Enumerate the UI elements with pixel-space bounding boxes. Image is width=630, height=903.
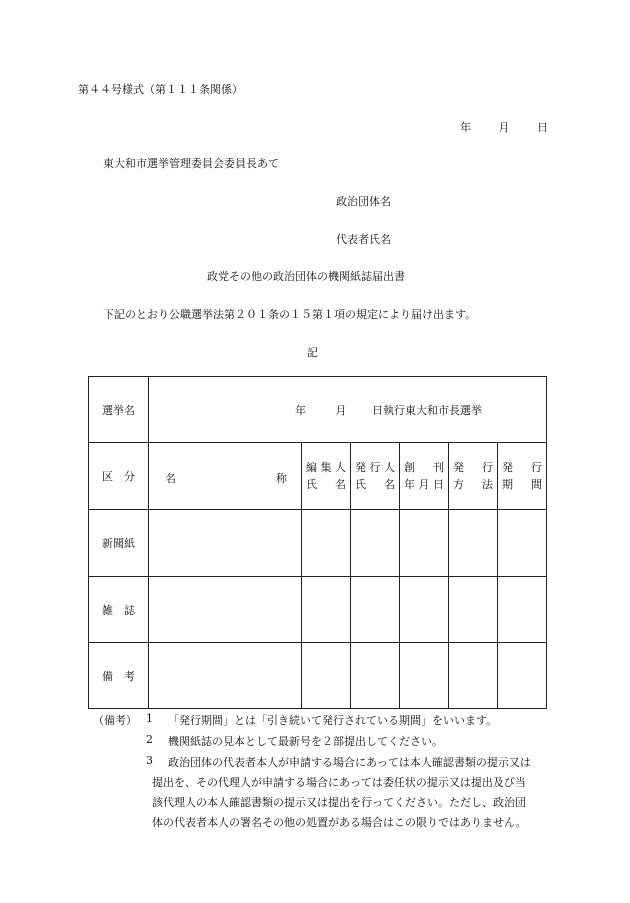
- newspaper-label: 新聞紙: [89, 510, 149, 577]
- addressee: 東大和市選挙管理委員会委員長あて: [103, 157, 279, 170]
- election-value: [149, 377, 547, 443]
- magazine-editor-cell[interactable]: [302, 577, 351, 643]
- magazine-label: 雑 誌: [89, 577, 149, 643]
- election-year: 年: [295, 403, 306, 417]
- magazine-name-cell[interactable]: [149, 577, 302, 643]
- election-label: 選挙名: [89, 377, 149, 443]
- note-2-text: 機関紙誌の見本として最新号を２部提出してください。: [168, 735, 443, 748]
- founded-line1: 創 刊: [404, 461, 444, 474]
- election-month: 月: [335, 403, 347, 417]
- editor-line1: 編集人: [306, 461, 346, 474]
- period-line1: 発 行: [502, 461, 543, 474]
- notes-prefix: （備考）: [93, 714, 137, 727]
- intro-text: 下記のとおり公職選挙法第２０１条の１５第１項の規定により届け出ます。: [103, 308, 477, 321]
- note-3-number: 3: [146, 754, 153, 767]
- period-line2: 期 間: [502, 478, 543, 491]
- date-year: 年: [460, 121, 471, 134]
- newspaper-row: [89, 510, 547, 577]
- method-header: [449, 443, 498, 510]
- founded-line2: 年月日: [404, 478, 444, 491]
- date-line: [460, 119, 548, 135]
- editor-header: [302, 443, 351, 510]
- remarks-editor-cell[interactable]: [302, 643, 351, 709]
- newspaper-publisher-cell[interactable]: [351, 510, 400, 577]
- newspaper-name-cell[interactable]: [149, 510, 302, 577]
- category-label: 区 分: [89, 443, 149, 510]
- date-month: 月: [498, 121, 510, 134]
- remarks-period-cell[interactable]: [498, 643, 547, 709]
- period-header: [498, 443, 547, 510]
- magazine-method-cell[interactable]: [449, 577, 498, 643]
- name-left: 名: [165, 472, 176, 485]
- ki-heading: 記: [307, 346, 318, 359]
- name-header: [149, 443, 302, 510]
- name-right: 称: [276, 472, 287, 485]
- remarks-row: [89, 643, 547, 709]
- remarks-founded-cell[interactable]: [400, 643, 449, 709]
- form-number: 第４４号様式（第１１１条関係）: [78, 83, 243, 96]
- method-line1: 発 行: [453, 461, 493, 474]
- newspaper-founded-cell[interactable]: [400, 510, 449, 577]
- founded-header: [400, 443, 449, 510]
- note-2-number: 2: [146, 733, 153, 746]
- newspaper-method-cell[interactable]: [449, 510, 498, 577]
- remarks-name-cell[interactable]: [149, 643, 302, 709]
- election-row: [89, 377, 547, 443]
- note-3-line-2: 提出を、その代理人が申請する場合にあっては委任状の提示又は提出及び当: [152, 776, 526, 789]
- newspaper-editor-cell[interactable]: [302, 510, 351, 577]
- note-1-number: 1: [146, 712, 153, 725]
- note-3-line-4: 体の代表者本人の署名その他の処置がある場合はこの限りではありません。: [152, 816, 527, 829]
- publisher-line2: 氏 名: [355, 478, 395, 491]
- group-name-label: 政治団体名: [336, 195, 391, 208]
- registration-table: [88, 376, 547, 709]
- editor-line2: 氏 名: [306, 478, 346, 491]
- magazine-row: [89, 577, 547, 643]
- election-text: 日執行東大和市長選挙: [372, 403, 482, 417]
- magazine-founded-cell[interactable]: [400, 577, 449, 643]
- remarks-label: 備 考: [89, 643, 149, 709]
- publisher-header: [351, 443, 400, 510]
- remarks-publisher-cell[interactable]: [351, 643, 400, 709]
- magazine-publisher-cell[interactable]: [351, 577, 400, 643]
- magazine-period-cell[interactable]: [498, 577, 547, 643]
- publisher-line1: 発行人: [355, 461, 395, 474]
- note-3-line-3: 該代理人の本人確認書類の提示又は提出を行ってください。ただし、政治団: [152, 796, 526, 809]
- representative-label: 代表者氏名: [336, 233, 391, 246]
- document-title: 政党その他の政治団体の機関紙誌届出書: [207, 270, 405, 283]
- date-day: 日: [537, 121, 548, 134]
- header-row: [89, 443, 547, 510]
- newspaper-period-cell[interactable]: [498, 510, 547, 577]
- method-line2: 方 法: [453, 478, 493, 491]
- note-3-line-1: 政治団体の代表者本人が申請する場合にあっては本人確認書類の提示又は: [168, 756, 531, 769]
- note-1-text: 「発行期間」とは「引き続いて発行されている期間」をいいます。: [168, 714, 498, 727]
- remarks-method-cell[interactable]: [449, 643, 498, 709]
